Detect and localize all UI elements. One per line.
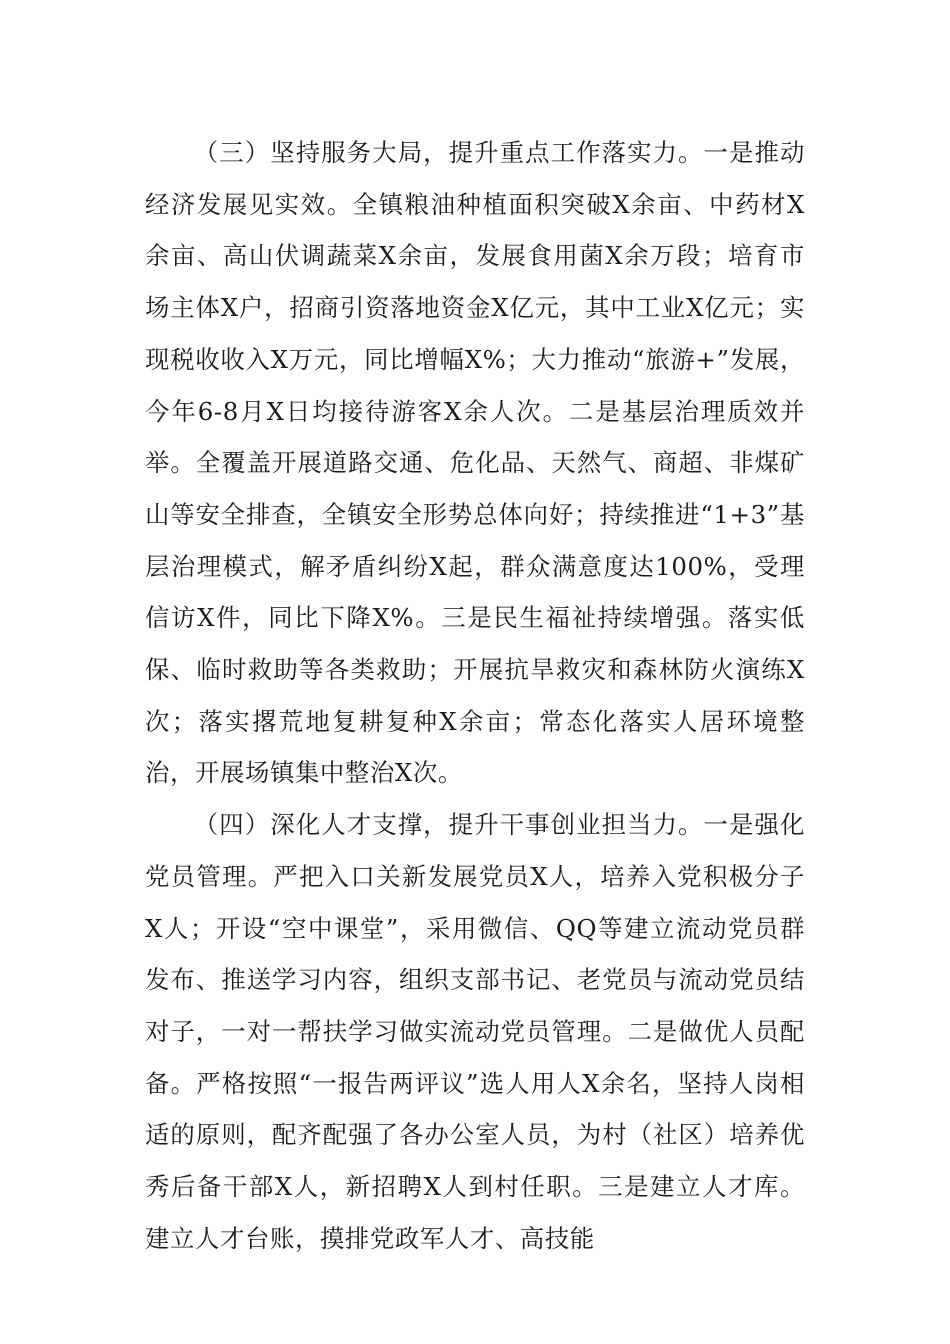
paragraph-section-3: （三）坚持服务大局，提升重点工作落实力。一是推动经济发展见实效。全镇粮油种植面积突破X余亩、中药材X余亩、高山伏调蔬菜X余亩，发展食用菌X余万段；培育市场主体X户，招商引资落地资金X亿元，其中工业X亿元；实现税收收入X万元，同比增幅X%；大力推动“旅游+”发展，今年6-8月X日均接待游客X余人次。二是基层治理质效并举。全覆盖开展道路交通、危化品、天然气、商超、非煤矿山等安全排查，全镇安全形势总体向好；持续推进“1+3”基层治理模式，解矛盾纠纷X起，群众满意度达100%，受理信访X件，同比下降X%。三是民生福祉持续增强。落实低保、临时救助等各类救助；开展抗旱救灾和森林防火演练X次；落实撂荒地复耕复种X余亩；常态化落实人居环境整治，开展场镇集中整治X次。 xyxy=(145,138,805,788)
paragraph-section-4: （四）深化人才支撑，提升干事创业担当力。一是强化党员管理。严把入口关新发展党员X人，培养入党积极分子X人；开设“空中课堂”，采用微信、QQ等建立流动党员群发布、推送学习内容，组织支部书记、老党员与流动党员结对子，一对一帮扶学习做实流动党员管理。二是做优人员配备。严格按照“一报告两评议”选人用人X余名，坚持人岗相适的原则，配齐配强了各办公室人员，为村（社区）培养优秀后备干部X人，新招聘X人到村任职。三是建立人才库。建立人才台账，摸排党政军人才、高技能 xyxy=(145,810,805,1253)
document-body xyxy=(145,127,805,1264)
